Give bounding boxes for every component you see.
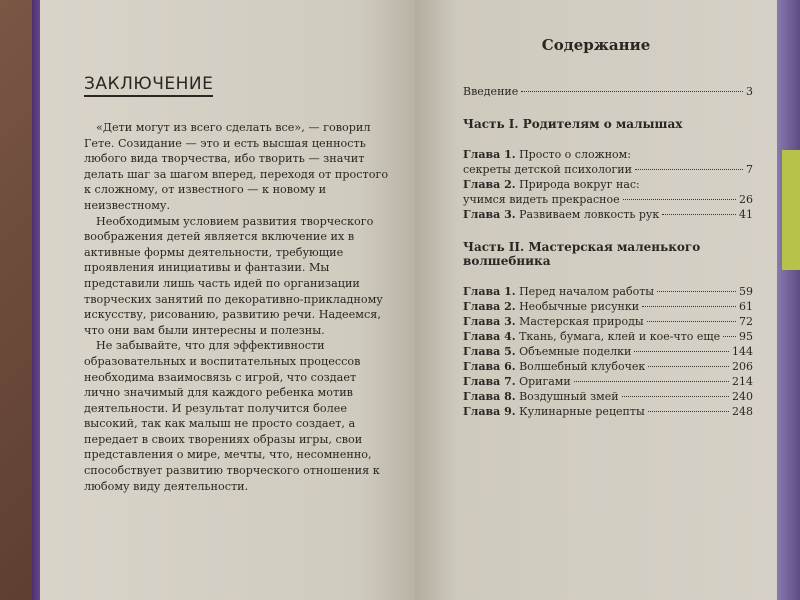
chapter-word: Глава 2. <box>463 300 516 313</box>
chapter-page: 214 <box>732 375 753 388</box>
chapter-label: Перед началом работы <box>519 285 655 298</box>
chapter-label: Кулинарные рецепты <box>519 405 645 418</box>
toc-p2-ch9 <box>463 404 753 419</box>
toc-part-2-chapters <box>463 284 753 419</box>
chapter-word: Глава 3. <box>463 315 516 328</box>
toc-p2-ch8 <box>463 389 753 404</box>
chapter-word: Глава 7. <box>463 375 516 388</box>
leader-dots <box>723 336 736 337</box>
chapter-page: 240 <box>732 390 753 403</box>
toc-p2-ch1 <box>463 284 753 299</box>
chapter-label: Природа вокруг нас: <box>519 178 640 191</box>
table-of-contents <box>463 84 753 419</box>
toc-title: Содержание <box>541 36 651 54</box>
chapter-label: Оригами <box>519 375 571 388</box>
toc-p2-ch3 <box>463 314 753 329</box>
paragraph-3: Не забывайте, что для эффективности образовательных и воспитательных процессов необходима взаимосвязь с игрой, что создает лично значимый для каждого ребенка мотив деятельности. И результат получится более высокий, так как малыш не просто создает, а передает в своих творениях образы игры, свои представления о мире, мечты, что, несомненно, способствует развитию творческого отношения к любому виду деятельности. <box>84 339 380 493</box>
leader-dots <box>521 91 743 92</box>
chapter-word: Глава 1. <box>463 285 516 298</box>
toc-intro-label: Введение <box>463 85 519 98</box>
chapter-page: 95 <box>739 330 753 343</box>
toc-p2-ch5 <box>463 344 753 359</box>
leader-dots <box>642 306 736 307</box>
chapter-label: Объемные поделки <box>519 345 632 358</box>
toc-p1-ch1 <box>463 147 753 177</box>
toc-p1-ch2 <box>463 177 753 207</box>
chapter-word: Глава 8. <box>463 390 516 403</box>
leader-dots <box>657 291 736 292</box>
chapter-label: Воздушный змей <box>519 390 619 403</box>
chapter-label: Ткань, бумага, клей и кое-что еще <box>519 330 721 343</box>
toc-intro-page: 3 <box>746 85 753 98</box>
leader-dots <box>648 411 729 412</box>
leader-dots <box>634 351 729 352</box>
toc-p2-ch6 <box>463 359 753 374</box>
right-page <box>415 0 777 600</box>
chapter-page: 59 <box>739 285 753 298</box>
paragraph-1: «Дети могут из всего сделать все», — говорил Гете. Созидание — это и есть высшая ценность любого вида творчества, ибо творить — значит делать шаг за шагом вперед, переходя от простого к сложному, от известного — к новому и неизвестному. <box>84 121 389 212</box>
chapter-page: 206 <box>732 360 753 373</box>
chapter-label-cont: секреты детской психологии <box>463 163 632 176</box>
chapter-page: 41 <box>739 208 753 221</box>
leader-dots <box>635 169 743 170</box>
chapter-page: 7 <box>746 163 753 176</box>
chapter-label: Мастерская природы <box>519 315 644 328</box>
leader-dots <box>647 321 736 322</box>
conclusion-heading: ЗАКЛЮЧЕНИЕ <box>84 74 213 97</box>
chapter-page: 72 <box>739 315 753 328</box>
left-page <box>40 0 415 600</box>
toc-p1-ch3 <box>463 207 753 222</box>
chapter-label: Просто о сложном: <box>519 148 631 161</box>
chapter-label: Необычные рисунки <box>519 300 640 313</box>
toc-part-1-title: Часть I. Родителям о малышах <box>463 117 683 131</box>
paragraph-2: Необходимым условием развития творческого воображения детей является включение их в активные формы деятельности, требующие проявления инициативы и фантазии. Мы представили лишь часть идей по организации творческих занятий по декоративно-прикладному искусству, рисованию, развитию речи. Надеемся, что они вам были интересны и полезны. <box>84 214 383 337</box>
leader-dots <box>623 199 736 200</box>
chapter-label-cont: учимся видеть прекрасное <box>463 193 620 206</box>
chapter-word: Глава 2. <box>463 178 516 191</box>
conclusion-text <box>84 120 389 494</box>
chapter-word: Глава 3. <box>463 208 516 221</box>
leader-dots <box>662 214 736 215</box>
book-cover-accent <box>782 150 800 270</box>
chapter-label: Развиваем ловкость рук <box>519 208 660 221</box>
leader-dots <box>648 366 729 367</box>
toc-part-2-title: Часть II. Мастерская маленького волшебника <box>463 240 701 268</box>
chapter-page: 144 <box>732 345 753 358</box>
chapter-label: Волшебный клубочек <box>519 360 646 373</box>
chapter-page: 248 <box>732 405 753 418</box>
leader-dots <box>574 381 729 382</box>
chapter-word: Глава 5. <box>463 345 516 358</box>
toc-p2-ch7 <box>463 374 753 389</box>
chapter-page: 61 <box>739 300 753 313</box>
toc-p2-ch2 <box>463 299 753 314</box>
leader-dots <box>622 396 729 397</box>
chapter-word: Глава 1. <box>463 148 516 161</box>
chapter-word: Глава 4. <box>463 330 516 343</box>
toc-p2-ch4 <box>463 329 753 344</box>
toc-intro <box>463 84 753 99</box>
chapter-word: Глава 9. <box>463 405 516 418</box>
chapter-word: Глава 6. <box>463 360 516 373</box>
book-cover-right-edge <box>775 0 800 600</box>
chapter-page: 26 <box>739 193 753 206</box>
